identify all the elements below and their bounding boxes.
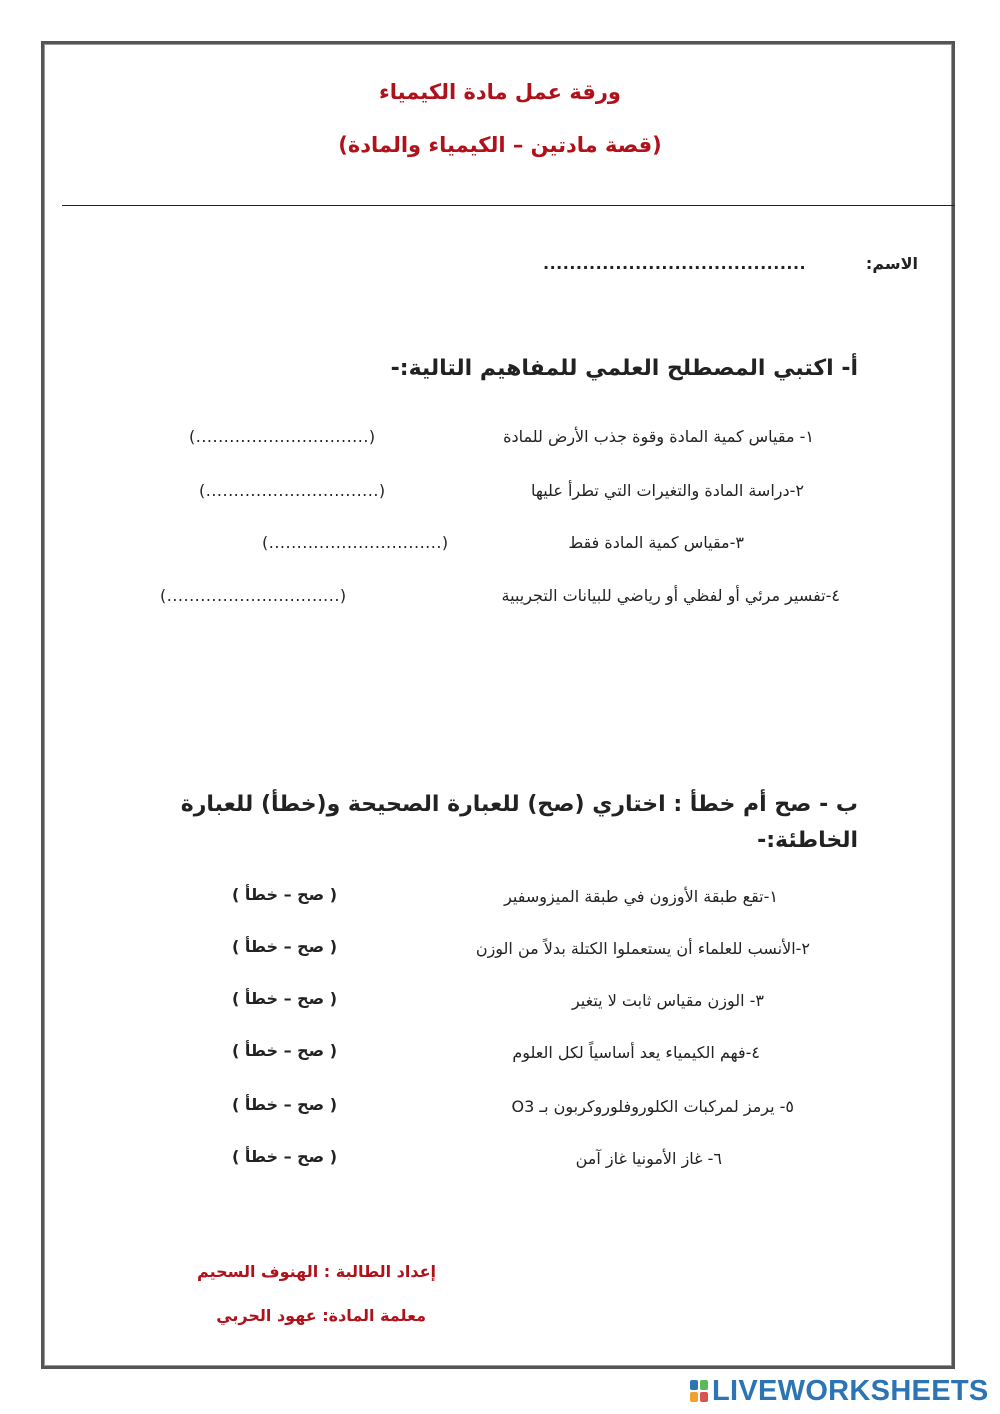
liveworksheets-logo-icon [690,1380,708,1402]
section-b-heading: ب - صح أم خطأ : اختاري (صح) للعبارة الصحيحة و(خطأ) للعبارة [180,792,858,817]
teacher-credit: معلمة المادة: عهود الحربي [216,1306,426,1325]
true-false-choice-5[interactable]: ( صح – خطأ ) [232,1095,338,1114]
section-a-answer-4[interactable]: (...............................) [160,586,347,605]
name-label: الاسم: [865,254,918,273]
section-a-answer-2[interactable]: (...............................) [199,481,386,500]
true-false-choice-4[interactable]: ( صح – خطأ ) [232,1041,338,1060]
liveworksheets-wordmark: LIVEWORKSHEETS [712,1374,989,1407]
section-a-item-2: ٢-دراسة المادة والتغيرات التي تطرأ عليها [530,481,804,500]
true-false-choice-2[interactable]: ( صح – خطأ ) [232,937,338,956]
section-b-item-3: ٣- الوزن مقياس ثابت لا يتغير [571,991,764,1010]
section-a-answer-1[interactable]: (...............................) [189,427,376,446]
worksheet-frame [41,41,955,1369]
section-b-item-1: ١-تقع طبقة الأوزون في طبقة الميزوسفير [504,887,778,906]
section-a-item-3: ٣-مقياس كمية المادة فقط [568,533,744,552]
section-a-answer-3[interactable]: (...............................) [262,533,449,552]
name-input-blank[interactable]: ........................................ [543,254,807,273]
worksheet-title: ورقة عمل مادة الكيمياء [379,80,621,104]
header-divider [62,205,955,206]
section-b-item-4: ٤-فهم الكيمياء يعد أساسياً لكل العلوم [512,1043,760,1062]
section-a-heading: أ- اكتبي المصطلح العلمي للمفاهيم التالية:- [390,356,858,381]
section-b-item-5: ٥- يرمز لمركبات الكلوروفلوروكربون بـ O3 [511,1097,794,1116]
true-false-choice-6[interactable]: ( صح – خطأ ) [232,1147,338,1166]
section-a-item-1: ١- مقياس كمية المادة وقوة جذب الأرض للمادة [503,427,814,446]
liveworksheets-logo[interactable] [690,1375,989,1407]
true-false-choice-3[interactable]: ( صح – خطأ ) [232,989,338,1008]
section-b-item-6: ٦- غاز الأمونيا غاز آمن [575,1149,722,1168]
worksheet-subtitle: (قصة مادتين – الكيمياء والمادة) [338,133,662,157]
section-a-item-4: ٤-تفسير مرئي أو لفظي أو رياضي للبيانات التجريبية [501,586,840,605]
true-false-choice-1[interactable]: ( صح – خطأ ) [232,885,338,904]
section-b-heading-cont: الخاطئة:- [757,828,858,853]
prepared-by-credit: إعداد الطالبة : الهنوف السحيم [197,1262,436,1281]
section-b-item-2: ٢-الأنسب للعلماء أن يستعملوا الكتلة بدلاً من الوزن [475,939,810,958]
